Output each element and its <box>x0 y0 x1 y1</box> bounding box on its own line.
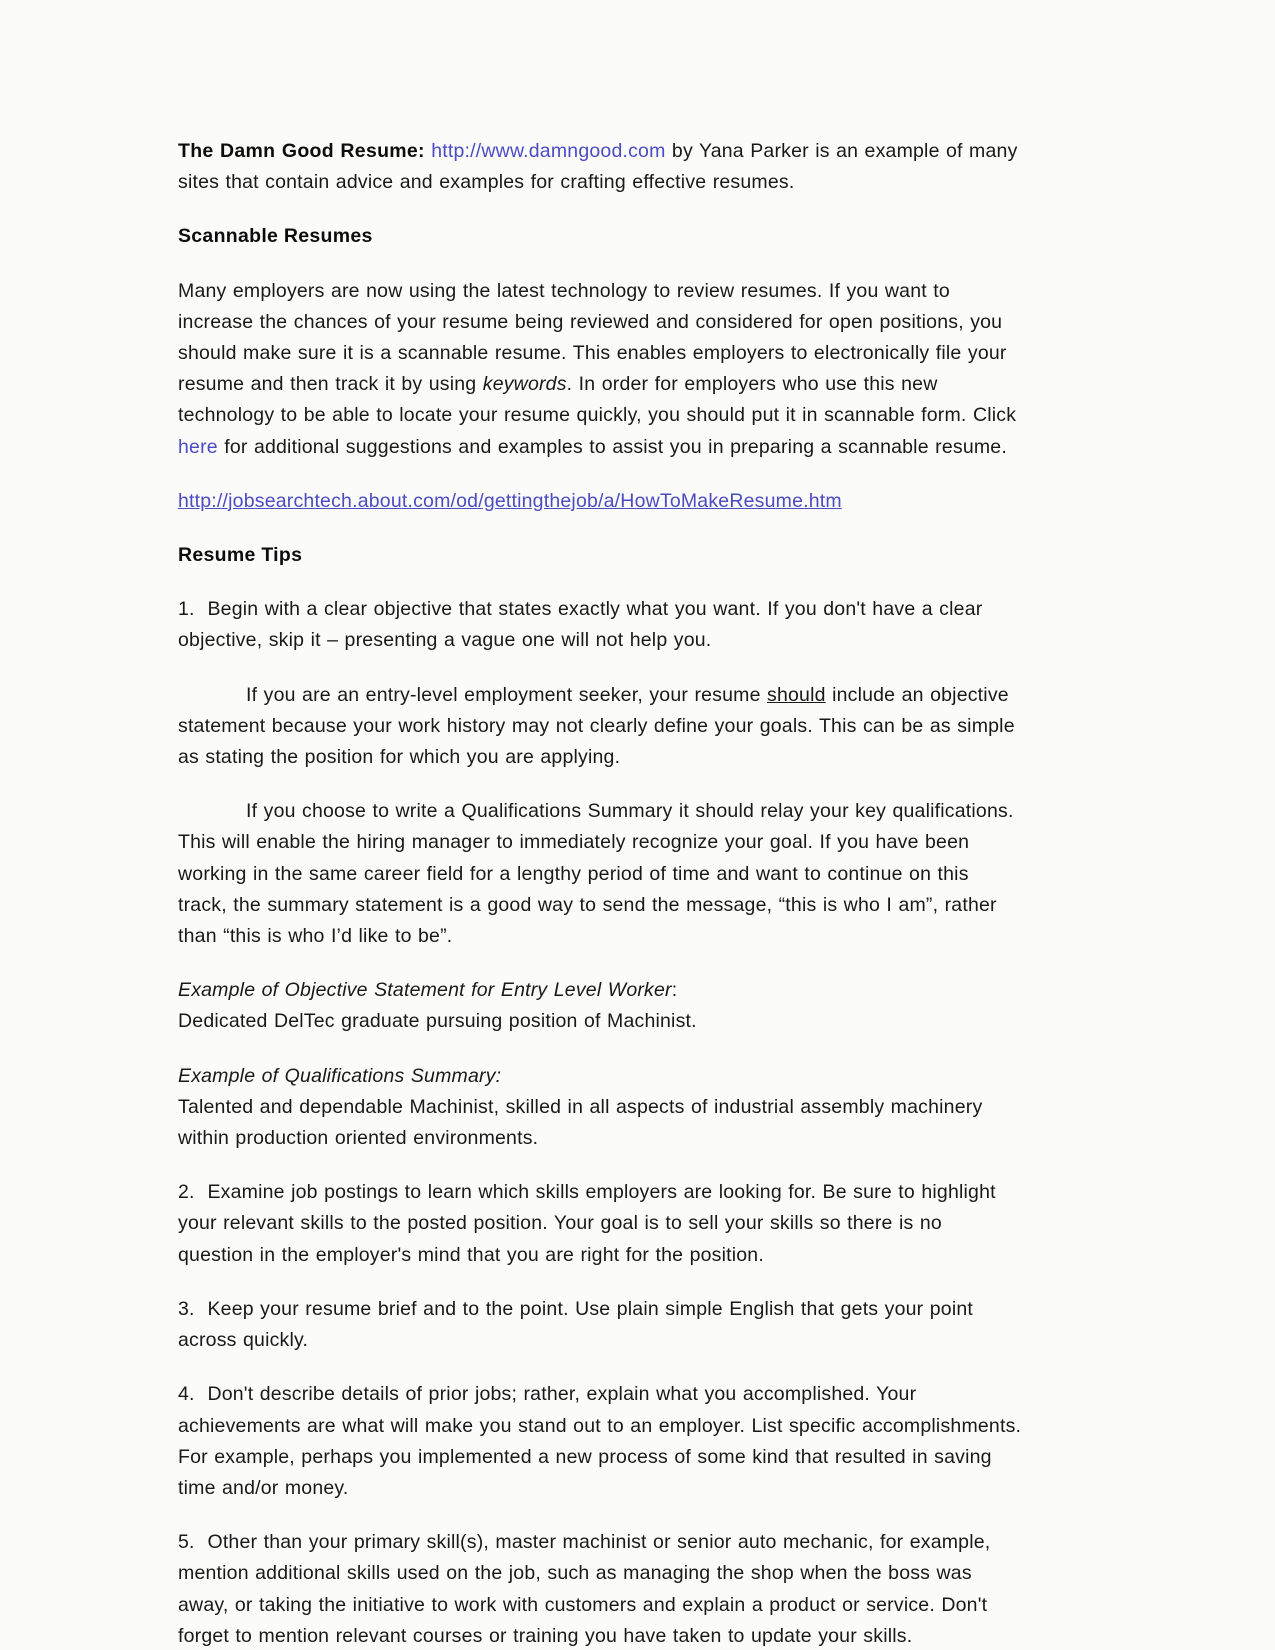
tip-item-5 <box>178 1527 1023 1650</box>
intro-paragraph <box>178 136 1023 198</box>
jobsearchtech-resource-link[interactable]: http://jobsearchtech.about.com/od/gettingthejob/a/HowToMakeResume.htm <box>178 489 842 512</box>
here-link[interactable]: here <box>178 435 218 458</box>
qualifications-example-heading-italic: Example of Qualifications Summary: <box>178 1064 502 1087</box>
damn-good-resume-label: The Damn Good Resume: <box>178 140 425 162</box>
objective-example-heading-italic: Example of Objective Statement for Entry Level Worker <box>178 979 672 1002</box>
tip-5-number: 5. <box>178 1531 195 1554</box>
qualifications-example-block <box>178 1061 1023 1155</box>
objective-example-heading-colon: : <box>671 979 678 1002</box>
objective-example-block <box>178 975 1023 1037</box>
qualifications-example-body: Talented and dependable Machinist, skilled in all aspects of industrial assembly machinery within production oriented environments. <box>178 1095 983 1150</box>
tip-item-4 <box>178 1379 1023 1504</box>
scannable-text-part1: Many employers are now using the latest technology to review resumes. If you want to increase the chances of your resume being reviewed and considered for open positions, you should make sure it is a scannable resume. This enables employers to electronically file your resume and then track it by using <box>178 279 1007 396</box>
tip-4-text: Don't describe details of prior jobs; rather, explain what you accomplished. Your achievements are what will make you stand out to an employer. List specific accomplishments. For example, perhaps you implemented a new process of some kind that resulted in saving time and/or money. <box>178 1383 1022 1499</box>
entry-level-text-part2: include an objective statement because your work history may not clearly define your goals. This can be as simple as stating the position for which you are applying. <box>178 683 1015 769</box>
tip-1-number: 1. <box>178 598 195 621</box>
scannable-text-part2: . In order for employers who use this new technology to be able to locate your resume quickly, you should put it in scannable form. Click <box>178 373 1017 427</box>
tip-2-text: Examine job postings to learn which skills employers are looking for. Be sure to highlight your relevant skills to the posted position. Your goal is to sell your skills so there is no question in the employer's mind that you are right for the position. <box>178 1181 996 1266</box>
objective-example-heading <box>178 975 1023 1006</box>
tip-4-number: 4. <box>178 1383 195 1406</box>
tip-5-text: Other than your primary skill(s), master machinist or senior auto mechanic, for example, mention additional skills used on the job, such as managing the shop when the boss was away, or taking the initiative to work with customers and explain a product or service. Don't forget to mention relevant courses or training you have taken to update your skills. <box>178 1531 991 1647</box>
tip-3-number: 3. <box>178 1297 195 1320</box>
keywords-emphasis: keywords <box>482 373 567 396</box>
damngood-link[interactable]: http://www.damngood.com <box>431 140 666 162</box>
resume-tips-heading: Resume Tips <box>178 544 303 567</box>
tip-2-number: 2. <box>178 1181 195 1204</box>
entry-level-text-part1: If you are an entry-level employment seeker, your resume <box>246 683 768 706</box>
tip-item-2 <box>178 1177 1023 1271</box>
tip-item-3 <box>178 1294 1023 1356</box>
tip-3-text: Keep your resume brief and to the point. Use plain simple English that gets your point across quickly. <box>178 1297 974 1352</box>
objective-example-body: Dedicated DelTec graduate pursuing position of Machinist. <box>178 1010 697 1033</box>
qualifications-summary-paragraph: If you choose to write a Qualifications Summary it should relay your key qualifications. This will enable the hiring manager to immediately recognize your goal. If you have been working in the same career field for a lengthy period of time and want to continue on this track, the summary statement is a good way to send the message, “this is who I am”, rather than “this is who I’d like to be”. <box>178 800 1014 948</box>
scannable-resumes-heading: Scannable Resumes <box>178 225 373 248</box>
document-content <box>178 136 1023 1650</box>
scannable-paragraph <box>178 276 1023 463</box>
qualifications-example-heading <box>178 1061 1023 1092</box>
intro-rest-text: by Yana Parker is an example of many sites that contain advice and examples for crafting effective resumes. <box>178 140 1018 194</box>
tip-1-text: Begin with a clear objective that states exactly what you want. If you don't have a clear objective, skip it – presenting a vague one will not help you. <box>178 598 983 652</box>
scannable-text-part3: for additional suggestions and examples to assist you in preparing a scannable resume. <box>217 435 1007 458</box>
entry-level-paragraph <box>178 680 1023 774</box>
should-emphasis: should <box>767 683 826 706</box>
tip-item-1 <box>178 594 1023 656</box>
